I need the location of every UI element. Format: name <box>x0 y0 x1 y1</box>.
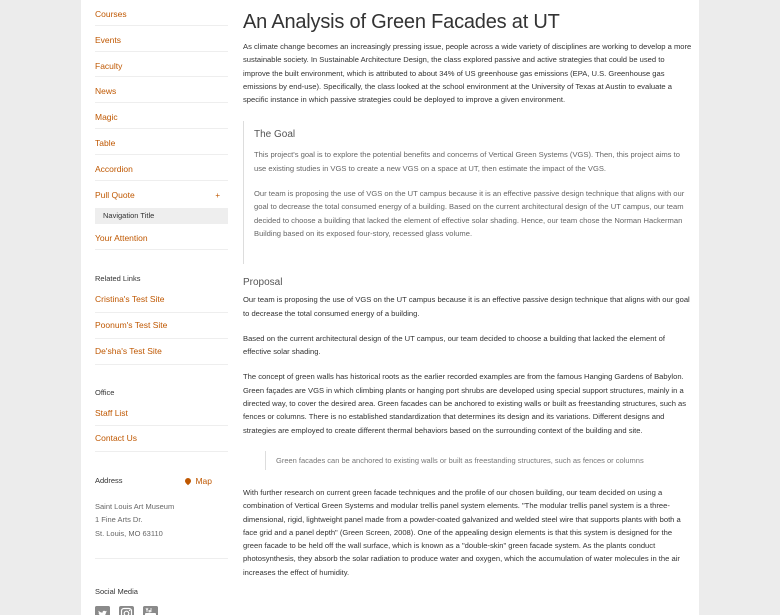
map-link[interactable] <box>185 476 212 486</box>
address-line: Saint Louis Art Museum <box>95 502 175 512</box>
proposal-paragraph: With further research on current green facade techniques and the profile of our chosen building, our team decided on using a combination of Vertical Green Systems and modular trellis panel system elements. "The modular trellis panel system is a three-dimensional, rigid, lightweight panel made from a powder-coated galvanized and welded steel wire that supports plants with both a face grid and a panel depth" (Green Screen, 2008). One of the appealing design elements is that this system is designed for the green facade to be held off the wall surface, which is known as a "double-skin" green facade system. As the plants conduct photosynthesis, they absorb the solar radiation to produce water and oxygen, which the accumulation of water molecules in the air increases the effect of humidity. <box>243 487 681 577</box>
related-link-cristina[interactable]: Cristina's Test Site <box>95 287 228 313</box>
sidebar-item-pull-quote[interactable] <box>95 181 228 207</box>
related-link-poonum[interactable]: Poonum's Test Site <box>95 313 228 339</box>
address-header <box>95 476 228 486</box>
social-icons <box>95 606 228 615</box>
proposal-paragraph: Our team is proposing the use of VGS on the UT campus because it is an effective passive design technique that aligns with our goal to decrease the total consumed energy of a building. <box>243 295 690 318</box>
youtube-icon[interactable] <box>143 606 158 615</box>
sidebar-item-table[interactable]: Table <box>95 129 228 155</box>
sidebar-item-your-attention[interactable]: Your Attention <box>95 224 228 250</box>
address-block <box>95 500 228 559</box>
office-link-staff-list[interactable]: Staff List <box>95 401 228 427</box>
related-link-desha[interactable]: De'sha's Test Site <box>95 339 228 365</box>
sidebar-item-accordion[interactable]: Accordion <box>95 155 228 181</box>
proposal-paragraph: Based on the current architectural design of the UT campus, our team decided to choose a building that lacked the element of effective solar shading. <box>243 333 665 357</box>
sidebar-subitem-navigation-title[interactable]: Navigation Title <box>95 208 228 224</box>
sidebar-item-news[interactable]: News <box>95 77 228 103</box>
pull-quote: Green facades can be anchored to existing walls or built as freestanding structures, such as fences or columns <box>265 451 693 470</box>
page-container <box>81 0 699 615</box>
map-pin-icon <box>184 477 192 485</box>
twitter-icon[interactable] <box>95 606 110 615</box>
office-heading: Office <box>95 387 115 397</box>
related-links-heading: Related Links <box>95 274 141 284</box>
proposal-paragraph: The concept of green walls has historical roots as the earlier recorded examples are from the famous Hanging Gardens of Babylon. Green façades are VGS in which climbing plants or hanging port shrubs are developed using special support structures, mainly in a directed way, to cover the desired area. Green facades can be anchored to existing walls or built as freestanding structures, such as fences or columns. There is no established standardization that determines its design and its variations. Different designs and strategies are employed to create different thermal behaviors based on the surrounding context of the building and site. <box>243 372 687 435</box>
page-title: An Analysis of Green Facades at UT <box>243 11 560 33</box>
sidebar-item-courses[interactable]: Courses <box>95 0 228 26</box>
map-link-label: Map <box>195 476 212 487</box>
office-link-contact-us[interactable]: Contact Us <box>95 426 228 452</box>
social-media-heading: Social Media <box>95 587 138 597</box>
sidebar <box>95 0 228 615</box>
goal-paragraph: This project's goal is to explore the potential benefits and concerns of Vertical Green Systems (VGS). Then, this project aims to use existing studies in VGS to create a new VGS on a space at UT, then estimate the impact of the VGS. <box>254 150 680 173</box>
main-content <box>243 10 693 579</box>
sidebar-item-events[interactable]: Events <box>95 26 228 52</box>
address-line: 1 Fine Arts Dr. <box>95 515 143 525</box>
goal-paragraph: Our team is proposing the use of VGS on the UT campus because it is an effective passive design technique that aligns with our goal to decrease the total consumed energy of a building. Based on the current architectural design of the UT campus, our team decided to choose a building that lacked the element of effective solar shading. Hence, our team chose the Norman Hackerman Building based on its exposed four-story, recessed glass volume. <box>254 189 685 238</box>
goal-callout <box>243 121 693 264</box>
expand-icon[interactable]: + <box>215 190 220 200</box>
goal-heading: The Goal <box>254 129 296 141</box>
address-heading: Address <box>95 476 123 486</box>
sidebar-item-faculty[interactable]: Faculty <box>95 52 228 78</box>
intro-paragraph: As climate change becomes an increasingly pressing issue, people across a wide variety of disciplines are working to develop a more sustainable society. In Sustainable Architecture Design, the class explored passive and active strategies that could be used to improve the built environment, which is attributed to about 34% of US greenhouse gas emissions (EPA, U.S. Greenhouse gas emissions by end-use). Specifically, the class looked at the school environment at the University of Texas at Austin to evaluate a specific instance in which passive strategies could be deployed to improve a given environment. <box>243 42 692 105</box>
sidebar-item-magic[interactable]: Magic <box>95 103 228 129</box>
address-line: St. Louis, MO 63110 <box>95 528 163 538</box>
proposal-heading: Proposal <box>243 277 283 289</box>
sidebar-item-label: Pull Quote <box>95 189 135 200</box>
instagram-icon[interactable] <box>119 606 134 615</box>
